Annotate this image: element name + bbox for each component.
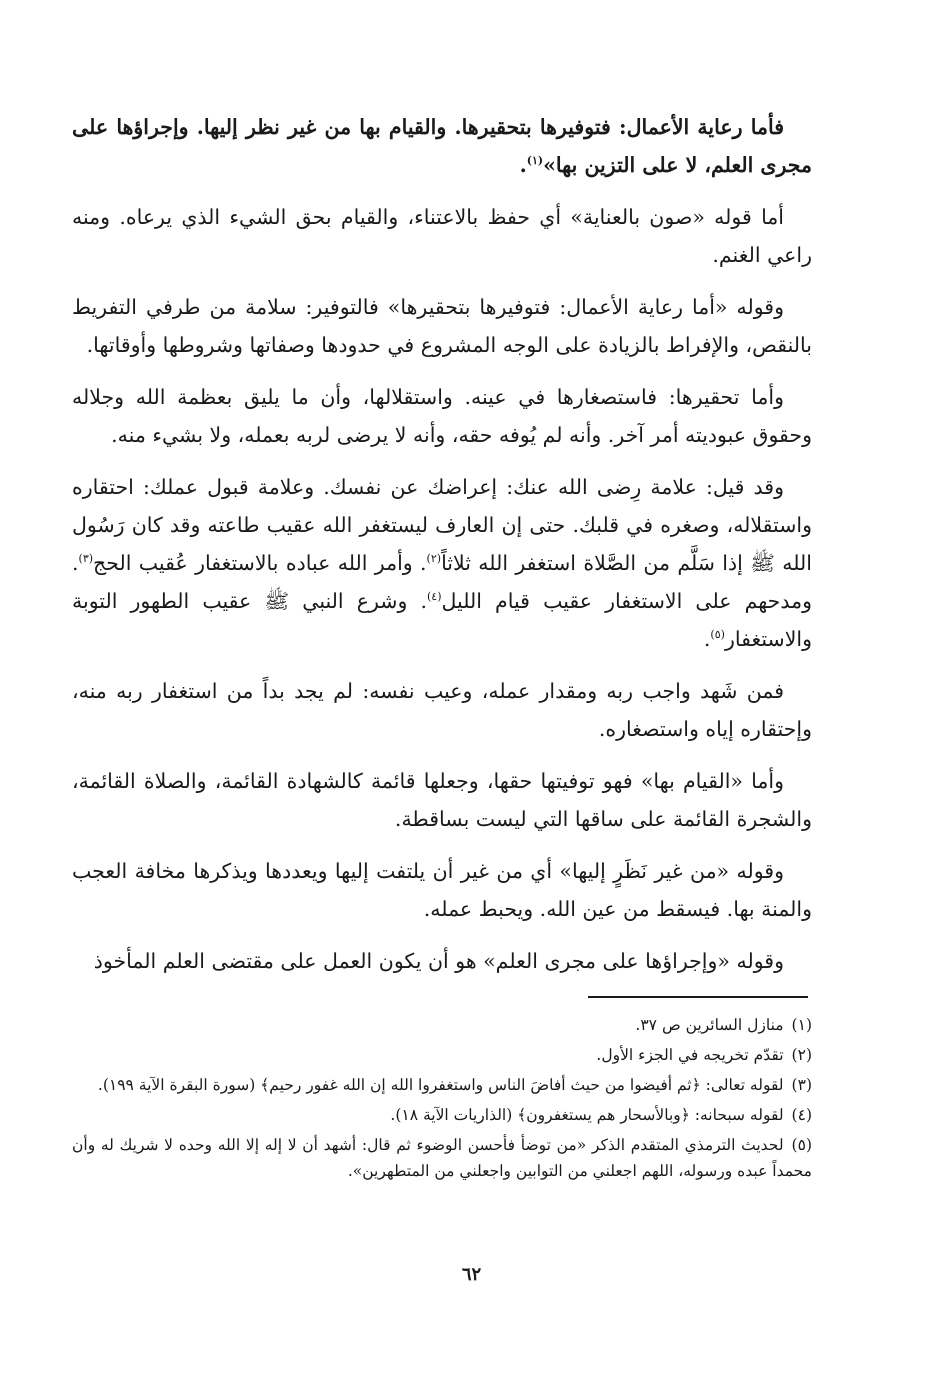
paragraph-8: وقوله «من غير نَظَرٍ إليها» أي من غير أن يلتفت إليها ويعددها ويذكرها مخافة العجب والمنة بها. فيسقط من عين الله. ويحبط عمله. [72,859,812,921]
footnote-item [72,1012,812,1038]
footnote-text: تقدّم تخريجه في الجزء الأول. [596,1046,784,1064]
footnote-number: (٢) [791,1046,812,1064]
footnote-number: (٥) [791,1136,812,1154]
footnote-number: (٤) [791,1106,812,1124]
paragraph-7: وأما «القيام بها» فهو توفيتها حقها، وجعلها قائمة كالشهادة القائمة، والصلاة القائمة، والشجرة القائمة على ساقها التي ليست بساقطة. [72,769,812,831]
footnote-text: منازل السائرين ص ٣٧. [635,1016,784,1034]
main-text [72,108,812,994]
footnote-ref-3[interactable]: (٣) [78,552,94,566]
footnote-item [72,1132,812,1184]
paragraph-2: أما قوله «صون بالعناية» أي حفظ بالاعتناء، والقيام بحق الشيء الذي يرعاه. ومنه راعي الغنم. [72,205,812,267]
paragraph-3: وقوله «أما رعاية الأعمال: فتوفيرها بتحقيرها» فالتوفير: سلامة من طرفي التفريط بالنقص، والإفراط بالزيادة على الوجه المشروع في حدودها وصفاتها وشروطها وأوقاتها. [72,295,812,357]
footnote-divider [588,996,808,998]
footnote-text: لحديث الترمذي المتقدم الذكر «من توضأ فأحسن الوضوء ثم قال: أشهد أن لا إله إلا الله وحده لا شريك له وأن محمداً عبده ورسوله، اللهم اجعلني من التوابين واجعلني من المتطهرين». [72,1136,812,1180]
footnote-ref-4[interactable]: (٤) [426,590,442,604]
footnote-text: لقوله تعالى: ﴿ثم أفيضوا من حيث أفاضَ الناس واستغفروا الله إن الله غفور رحيم﴾ (سورة البقرة الآية ١٩٩). [97,1076,784,1094]
footnote-item [72,1042,812,1068]
footnote-item [72,1072,812,1098]
footnote-ref-2[interactable]: (٢) [426,552,442,566]
footnote-number: (١) [791,1016,812,1034]
paragraph-9: وقوله «وإجراؤها على مجرى العلم» هو أن يكون العمل على مقتضى العلم المأخوذ [93,949,784,973]
footnote-item [72,1102,812,1128]
paragraph-1: فأما رعاية الأعمال: فتوفيرها بتحقيرها. والقيام بها من غير نظر إليها. وإجراؤها على مجرى العلم، لا على التزين بها»$^{(١)}$. [72,115,812,177]
paragraph-4: وأما تحقيرها: فاستصغارها في عينه. واستقلالها، وأن ما يليق بعظمة الله وجلاله وحقوق عبوديته أمر آخر. وأنه لم يُوفه حقه، وأنه لا يرضى لربه بعمله، ولا بشيء منه. [72,385,812,447]
footnote-ref-5[interactable]: (٥) [710,628,725,642]
footnote-text: لقوله سبحانه: ﴿وبالأسحار هم يستغفرون﴾ (الذاريات الآية ١٨). [390,1106,784,1124]
paragraph-6: فمن شَهد واجب ربه ومقدار عمله، وعيب نفسه: لم يجد بداً من استغفار ربه منه، وإحتقاره إياه واستصغاره. [72,679,812,741]
footnote-number: (٣) [791,1076,812,1094]
footnotes [72,1012,812,1188]
page-number: ٦٢ [461,1264,482,1285]
paragraph-5: وقد قيل: علامة رِضى الله عنك: إعراضك عن نفسك. وعلامة قبول عملك: احتقاره واستقلاله، وصغره في قلبك. حتى إن العارف ليستغفر الله عقيب طاعته وقد كان رَسُول الله ﷺ إذا سَلَّم من الصَّلاة استغفر الله ثلاثاً$^{(٢)}$. وأمر الله عباده بالاستغفار عُقيب الحج$^{(٣)}$. ومدحهم على الاستغفار عقيب قيام الليل$^{(٤)}$. وشرع النبي ﷺ عقيب الطهور التوبة والاستغفار$^{(٥)}$. [72,475,812,651]
footnote-ref-1[interactable]: (١) [526,154,544,168]
